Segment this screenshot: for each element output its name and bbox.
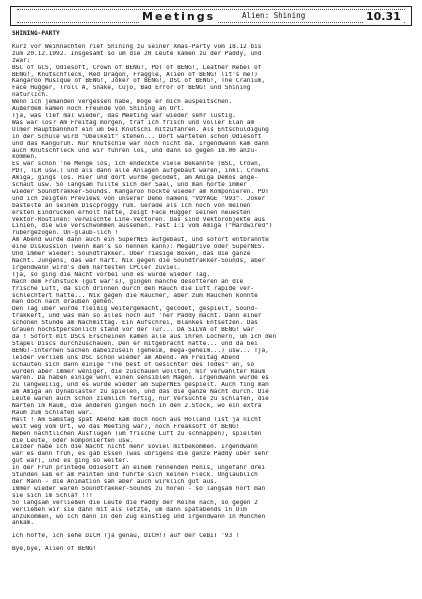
text-line: eine Diskussion (wenn man's so nennen kann): MegaDrive oder SuperNES. [12, 244, 266, 251]
text-line: auch Knutschfleck und wir fuhren los, und dann so gegen 18.00 anzu- [12, 147, 258, 154]
article-subtitle: Alien: Shining [239, 11, 308, 20]
text-line: am Amiga an Dynablaster zu spielen, und das die ganze Nacht durch. Die [12, 389, 269, 396]
text-line: Stapel Discs durchzuschauen. Den er mitgebracht hatte... und da bei [12, 340, 258, 347]
text-line: kommen. [12, 154, 38, 161]
text-line: schaut usw. So langsam füllte sich der Saal, und man hörte immer [12, 182, 247, 189]
text-line: Linien, die wie verschwommen aussehen. Fast 1:1 vom Amiga ("Hardwired") [12, 223, 273, 230]
text-line: gut war), und es ging so weiter. [12, 458, 130, 465]
text-line: Was war los? Am Freitag morgen, traf ich frisch und voller Elan am [12, 119, 255, 126]
text-line: schauten sich dann einige "The best of Gesichter des Todes" an, so [12, 361, 255, 368]
text-line: frische Luft, da sich drinnen durch den Rauch die Luft rapide ver- [12, 285, 255, 292]
article-title: SHINING-PARTY [12, 30, 60, 37]
text-line: wurden aber immer weniger, die zuschauen wollten, mir verwählter Raum [12, 368, 266, 375]
text-line: BENG!-internen Sachen dabeizusein (geheim, mega-geheim...) usw... Tja, [12, 347, 269, 354]
text-line: schlechtert hatte... Nix gegen die Raucher, aber zum Rauchen könnte [12, 292, 258, 299]
text-line: Bye,bye, Alien of BENG! [12, 546, 97, 553]
text-line: schönen Stunde am Nachmittag. Ein Aufschrei, Blankes Entsetzen. Das [12, 320, 258, 327]
text-line: Außerdem kamen noch Freunde von Shining an Ort. [12, 106, 185, 113]
text-line: waren. Da haben einige wohl einen sensiblen Magen. Irgendwann wurde es [12, 375, 269, 382]
text-line: Narten im Raum, die anderen gingen hoch in den 2.Stock, wo ein extra [12, 403, 262, 410]
article-text [12, 44, 410, 553]
text-line: bastelte an seinem Discproggy rum. Gerade als ich noch von meinen [12, 202, 251, 209]
text-line: So langsam verließen die Leute die Paddy der Reihe nach, so gegen 2 [12, 499, 258, 506]
text-line: verließen wir sie dann mit als letzte, um dann spätabends in Ulm [12, 506, 247, 513]
text-line: trakkert, und was man so alles noch auf 'ner Paddy macht. Dann einer [12, 313, 262, 320]
text-line: Leider habe ich die Nacht nicht mehr soviel mitbekommen. Irgendwann [12, 444, 258, 451]
text-line: die Leute, oder komponierten usw. [12, 437, 134, 444]
text-line: ankam. [12, 520, 35, 527]
text-line: natürlich. [12, 92, 49, 99]
text-line: zwar: [12, 57, 31, 64]
text-line: Leute waren auch schon ziemlich fertig, nur Versuchte zu schlafen, die [12, 396, 269, 403]
text-line: BENG!, Knutschfleck, Red Dragon, Fraggle, Alien of BENG! (it's me!) [12, 71, 258, 78]
text-line: wieder Soundtrakker-Sounds. Kangaroo hockte wieder am Komponieren. PDT [12, 188, 269, 195]
text-line: Grauen höchstpersönlich stand vor der Tür... DA SILVA of BENG! war [12, 327, 255, 334]
text-line: anzukommen, wo ich dann in den Zug einstieg und irgendwann in München [12, 513, 266, 520]
text-line: Halt ! Am Samstag spät Abend kam doch noch aus Holland (ist ja nicht [12, 416, 262, 423]
page-number: 10.31 [363, 10, 404, 23]
text-line: Ulmer Hauptbahnhof ein um bei Knutschi mitzufahren. Als Entschuldigung [12, 126, 269, 133]
text-line: Nach dem Frühstück (gut war's), gingen manche desöfteren an die [12, 278, 244, 285]
text-line: Ich hoffe, ich sehe DICH (ja genau, DICH!) auf der CeBIT '93 ! [12, 533, 240, 540]
text-line: leider verließ uns DSC schon wieder am Abend. Am Freitag Abend [12, 354, 240, 361]
text-line: Und immer wieder: Soundtrakker. Über riesige Boxen, das die ganze [12, 251, 251, 258]
text-line: Stunden saß er am Painten und führte sich keinen Fleck. Ungläublich [12, 472, 258, 479]
text-line: rübergezogen. Un-glaub-lich ! [12, 230, 119, 237]
text-line: und das Känguruh. Nur Knutschie war noch nicht da. Irgendwann kam dann [12, 140, 269, 147]
text-line: der Mann - die Animation sah aber auch wirklich gut aus. [12, 479, 218, 485]
text-line: Kangaroo Musique of BENG!, Joker of BENG!, DSC of BENG!, The Cranium, [12, 78, 266, 85]
article-body [12, 31, 410, 553]
page-header [10, 6, 412, 26]
text-line: da ! Sofort mit DSCs Erscheinen kamen alle aus ihren Löchern, um ich den [12, 333, 277, 340]
text-line: ersten Eindrücken erholt hatte, zeigt Face Hugger seinen neuesten [12, 209, 251, 216]
text-line: sie sich im Schlaf !!! [12, 492, 93, 499]
text-line: in der Schule wird "Übelkeit" stehen... Dort warteten schon Odiesoft [12, 133, 262, 140]
text-line: man doch nach draußen gehen. [12, 299, 115, 306]
text-line: PDT, TLR usw.) und als dann alle Anlagen aufgebaut waren, inkl. Crowns [12, 168, 269, 175]
text-line: Face Hugger, Troll A, Snake, Cujo, Bad Error of BENG! und Shining [12, 85, 251, 92]
text-line: Nacht. Jungens, das war hart. Nix gegen die Soundtrakker-Sounds, aber [12, 258, 266, 264]
section-title: Meetings [139, 10, 218, 23]
text-line: Kurz vor Weihnachten rief Shining zu seiner Xmas-Party vom 18.12 bis [12, 43, 262, 50]
text-line: Immer wieder waren Soundtrakker-Sounds zu hören - so langsam hört man [12, 485, 266, 492]
text-line: zum 20.12.1992. Insgesamt so um die 20 Leute kamen zu der Paddy, und [12, 50, 262, 57]
text-line: Den Tag über wurde fleißig weitergemacht, gecodet, gespielt, Sound- [12, 306, 258, 313]
text-line: Tja, was lief mal wieder, das Meeting war wieder sehr lustig. [12, 112, 236, 119]
text-line: Vektor-Routinen: verwischte Line-Vectoren. Das sind Vektorobjekte aus [12, 216, 266, 223]
text-line: zu langweilig, und es wurde wieder am SuperNES gespielt. Auch fing man [12, 382, 269, 389]
text-line: irgendwann wird's dem härtesten CPCler zuviel. [12, 264, 181, 271]
text-line: In der Früh printede Odiesoft an einem rennenden Penis, ungefähr drei [12, 465, 266, 472]
text-line: weit weg vom Ort, wo das Meeting war), noch Freaksoft of BENG! [12, 423, 240, 430]
text-line: Tja, so ging die Nacht vorbei und es wurde wieder Tag. [12, 271, 211, 278]
text-line: Amiga, gings los. Hier und dort wurde gecodet, am Amiga Demos ange- [12, 175, 258, 182]
text-line: BSC of GCS, Odiesoft, Crown of BENG!, PDT of BENG!, Leather Rebel of [12, 64, 262, 71]
text-line: und ich zeigten Previews von unserer Demo namens "VOYAGE '993". Joker [12, 195, 266, 202]
text-line: Wenn ich jemanden vergessen habe, möge er mich auspeitschen. [12, 99, 233, 106]
text-line: Am Abend wurde dann auch ein SuperNES aufgebaut, und sofort entbrannte [12, 237, 269, 244]
text-line: Raum zum Schlafen war. [12, 409, 93, 416]
text-line: Es war schon 'ne Menge los, ich endeckte viele Bekannte (BSC, Crown, [12, 161, 262, 168]
text-line: Neben nächtlichen Ausflügen (um frische Luft zu schnappen), spielten [12, 430, 262, 437]
text-line: war es dann früh, es gab Essen (was übrigens die ganze Paddy über sehr [12, 451, 269, 458]
